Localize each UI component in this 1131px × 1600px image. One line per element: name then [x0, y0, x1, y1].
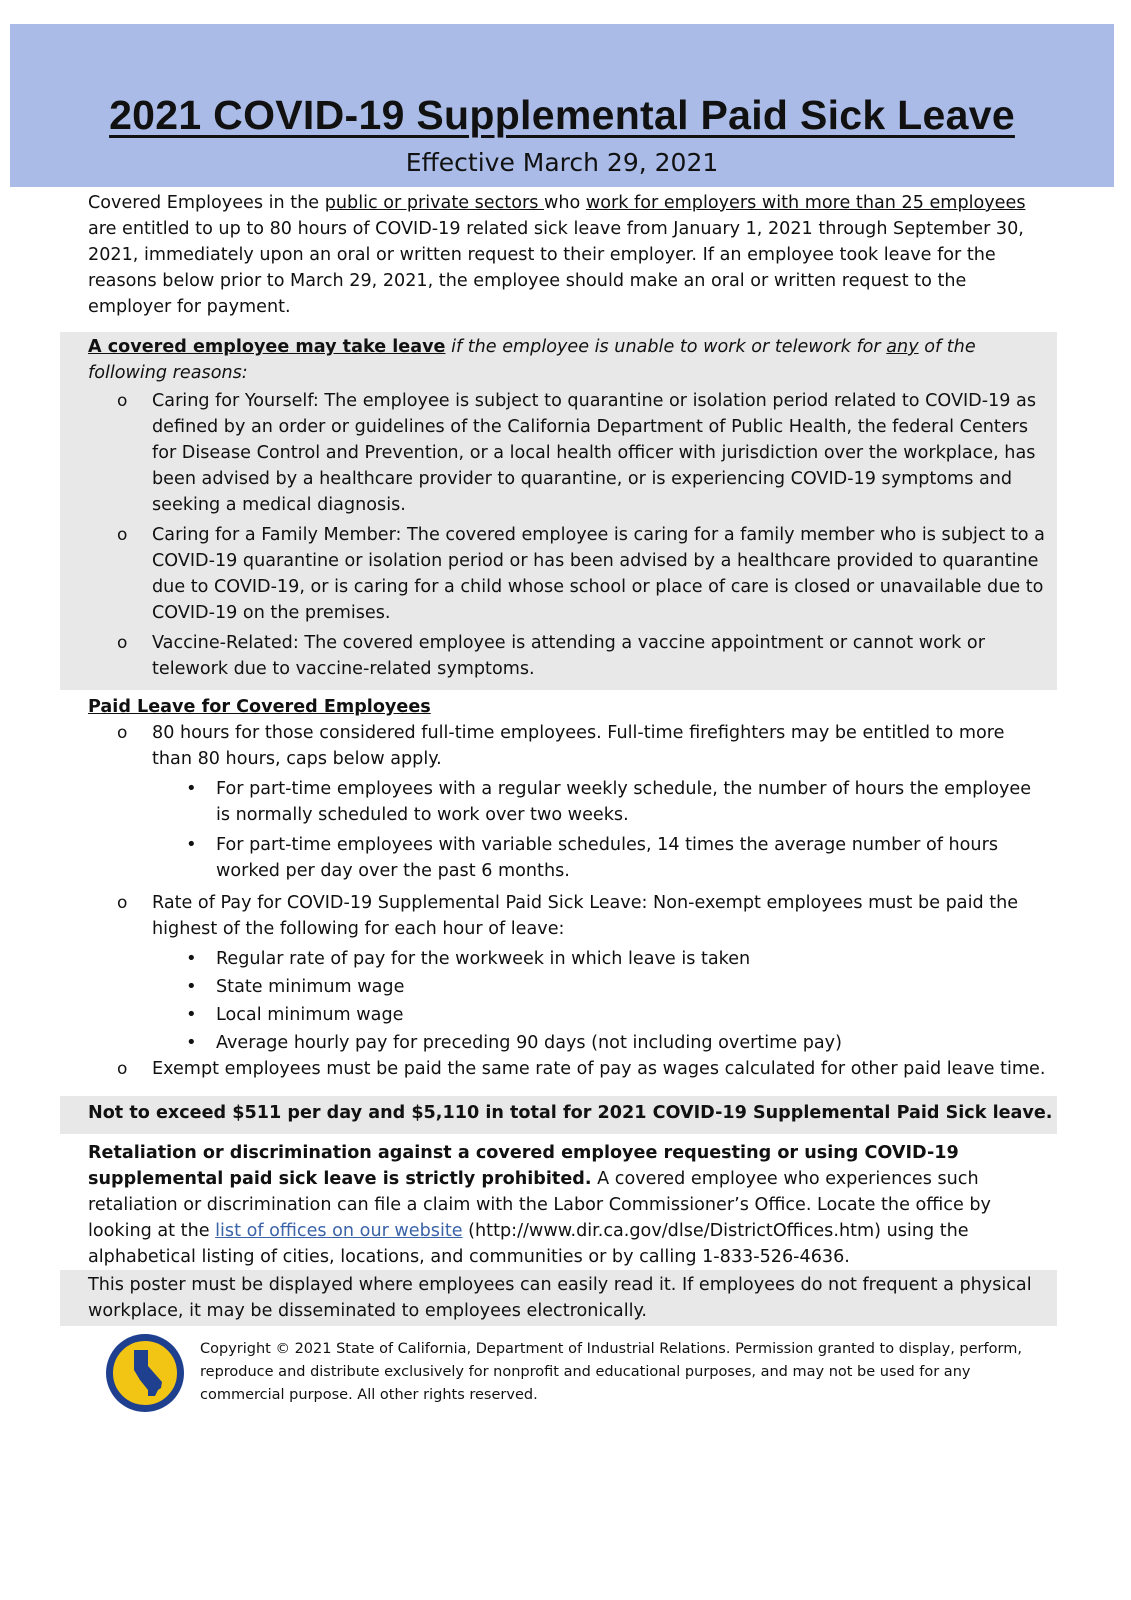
- rate-regular: Regular rate of pay for the workweek in which leave is taken: [216, 949, 751, 969]
- reason-self: Caring for Yourself: The employee is subject to quarantine or isolation period related to COVID-19 as defined by an order or guidelines of the California Department of Public Health, the federal Centers for Disease Control and Prevention, or a local health officer with jurisdiction over the workplace, has been advised by a healthcare provider to quarantine, or is experiencing COVID-19 symptoms and seeking a medical diagnosis.: [152, 391, 1036, 515]
- reasons-intro: [88, 334, 1048, 386]
- paid-leave-heading: Paid Leave for Covered Employees: [88, 697, 431, 717]
- copyright-notice: Copyright © 2021 State of California, Department of Industrial Relations. Permission granted to display, perform, reproduce and distribute exclusively for nonprofit and educational purposes, and may not be used for any commercial purpose. All other rights reserved.: [200, 1341, 1022, 1403]
- effective-date: Effective March 29, 2021: [405, 148, 719, 177]
- poster-note: This poster must be displayed where employees can easily read it. If employees do not frequent a physical workplace, it may be disseminated to employees electronically.: [88, 1275, 1032, 1321]
- pay-cap: Not to exceed $511 per day and $5,110 in total for 2021 COVID-19 Supplemental Paid Sick leave.: [88, 1103, 1053, 1123]
- reasons-list: [88, 388, 1048, 686]
- dot-bullet-icon: •: [186, 834, 197, 855]
- intro-employers: work for employers with more than 25 employees: [585, 193, 1026, 213]
- dot-bullet-icon: •: [186, 778, 197, 799]
- reason-family: Caring for a Family Member: The covered employee is caring for a family member who is subject to a COVID-19 quarantine or isolation period or has been advised by a healthcare provided to quarantine due to COVID-19, or is caring for a child whose school or place of care is closed or unavailable due to COVID-19 on the premises.: [152, 525, 1045, 623]
- part-time-list: [152, 776, 1048, 884]
- dot-bullet-icon: •: [186, 948, 197, 969]
- circle-bullet-icon: o: [117, 1059, 128, 1079]
- reasons-any: any: [886, 337, 919, 357]
- dot-bullet-icon: •: [186, 976, 197, 997]
- rate-average: Average hourly pay for preceding 90 days (not including overtime pay): [216, 1033, 842, 1053]
- reasons-text: if the employee is unable to work or telework for: [445, 337, 887, 357]
- list-item: [88, 630, 1048, 682]
- reasons-text: of the following reasons:: [88, 337, 976, 383]
- full-time-hours: 80 hours for those considered full-time employees. Full-time firefighters may be entitled to more than 80 hours, caps below apply.: [152, 723, 1005, 769]
- list-item: [152, 946, 1048, 972]
- dir-seal-icon: [104, 1332, 186, 1414]
- list-item: [152, 974, 1048, 1000]
- intro-sectors: public or private sectors: [324, 193, 544, 213]
- page-title: 2021 COVID-19 Supplemental Paid Sick Leave: [109, 92, 1015, 138]
- rate-of-pay: Rate of Pay for COVID-19 Supplemental Paid Sick Leave: Non-exempt employees must be paid the highest of the following for each hour of leave:: [152, 893, 1019, 939]
- retaliation-bold: Retaliation or discrimination against a covered employee requesting or using COVID-19 supplemental paid sick leave is strictly prohibited.: [88, 1143, 959, 1189]
- circle-bullet-icon: o: [117, 893, 128, 913]
- header-banner: [10, 24, 1114, 187]
- part-time-variable: For part-time employees with variable schedules, 14 times the average number of hours worked per day over the past 6 months.: [216, 835, 998, 881]
- reason-vaccine: Vaccine-Related: The covered employee is attending a vaccine appointment or cannot work or telework due to vaccine-related symptoms.: [152, 633, 985, 679]
- list-item: [88, 388, 1048, 518]
- dot-bullet-icon: •: [186, 1004, 197, 1025]
- intro-text: Covered Employees in the: [88, 193, 325, 213]
- retaliation-text: A covered employee who experiences such retaliation or discrimination can file a claim with the Labor Commissioner’s Office. Locate the office by looking at the: [88, 1169, 991, 1241]
- list-item: [152, 776, 1048, 828]
- dot-bullet-icon: •: [186, 1032, 197, 1053]
- list-item: [152, 832, 1048, 884]
- retaliation-paragraph: [88, 1140, 1048, 1270]
- rate-state-min: State minimum wage: [216, 977, 405, 997]
- list-item: [152, 1002, 1048, 1028]
- circle-bullet-icon: o: [117, 525, 128, 545]
- list-item: [88, 522, 1048, 626]
- reasons-lead: A covered employee may take leave: [88, 337, 446, 357]
- list-item: [88, 890, 1048, 1056]
- part-time-regular: For part-time employees with a regular weekly schedule, the number of hours the employee is normally scheduled to work over two weeks.: [216, 779, 1032, 825]
- circle-bullet-icon: o: [117, 723, 128, 743]
- exempt-pay: Exempt employees must be paid the same rate of pay as wages calculated for other paid leave time.: [152, 1059, 1046, 1079]
- list-item: [88, 1056, 1048, 1082]
- list-item: [88, 720, 1048, 884]
- intro-text: who: [543, 193, 586, 213]
- rate-local-min: Local minimum wage: [216, 1005, 404, 1025]
- circle-bullet-icon: o: [117, 633, 128, 653]
- intro-paragraph: [88, 190, 1048, 320]
- rates-list: [152, 946, 1048, 1056]
- circle-bullet-icon: o: [117, 391, 128, 411]
- list-item: [152, 1030, 1048, 1056]
- paid-leave-list: [88, 720, 1048, 1082]
- offices-link[interactable]: list of offices on our website: [215, 1221, 463, 1241]
- intro-text: are entitled to up to 80 hours of COVID-19 related sick leave from January 1, 2021 through September 30, 2021, immediately upon an oral or written request to their employer. If an employee took leave for the reasons below prior to March 29, 2021, the employee should make an oral or written request to the employer for payment.: [88, 219, 1024, 317]
- retaliation-text: (http://www.dir.ca.gov/dlse/DistrictOffices.htm) using the alphabetical listing of cities, locations, and communities or by calling 1-833-526-4636.: [88, 1221, 969, 1267]
